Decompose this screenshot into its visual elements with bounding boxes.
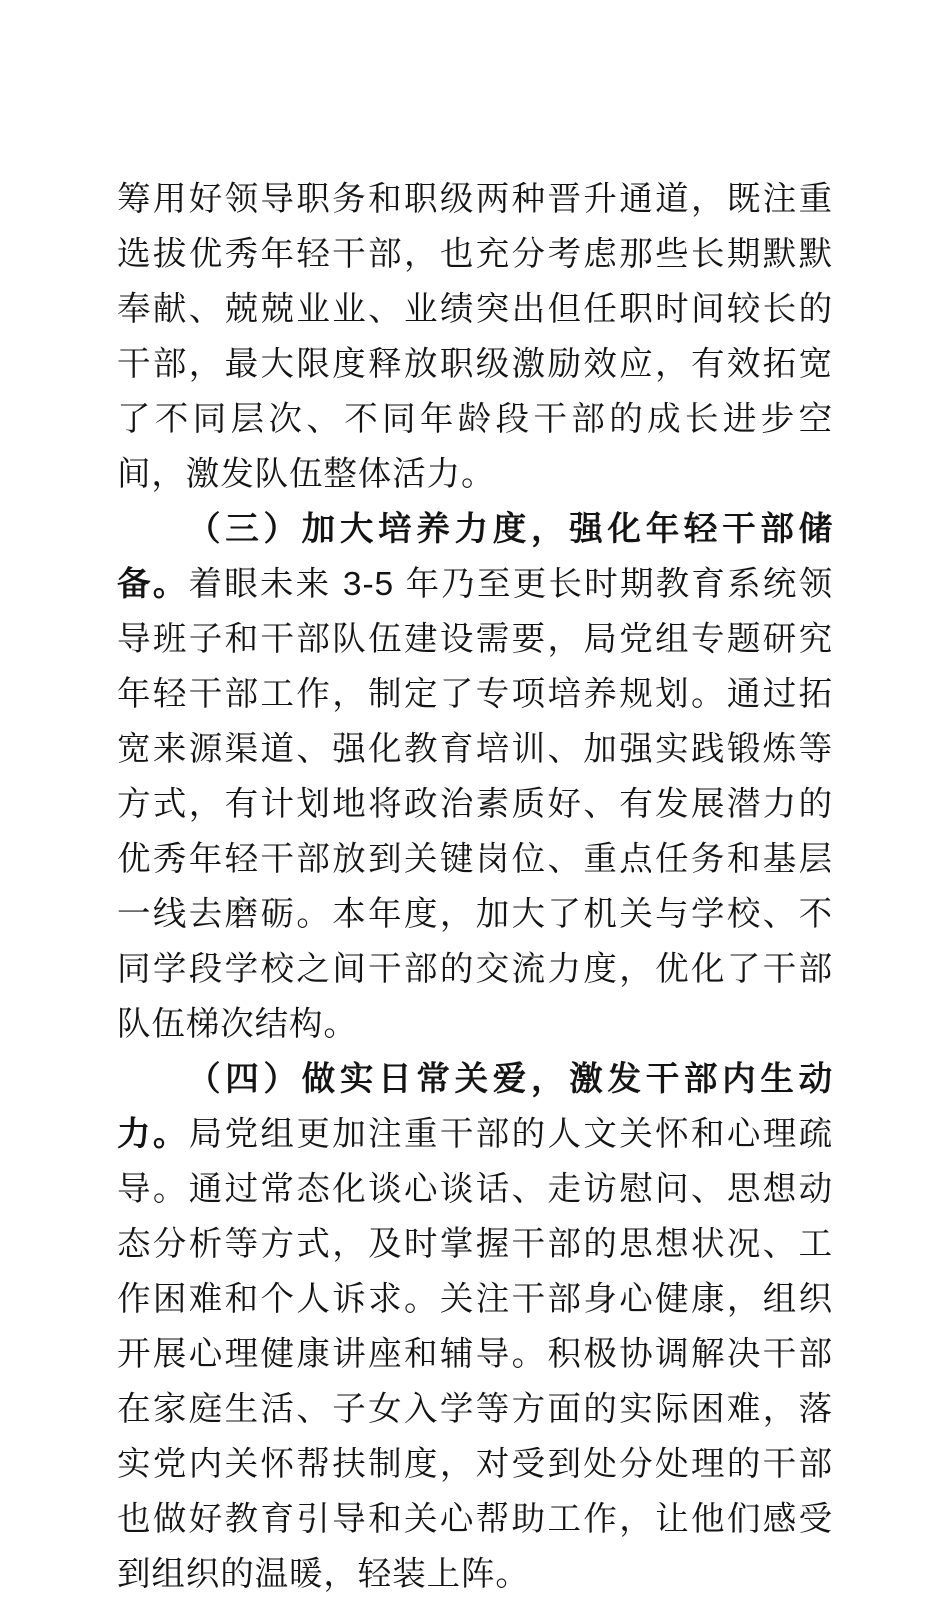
section-three-heading: （三）加大培养力度，强化年轻干部储备。 — [117, 511, 833, 603]
paragraph-section-three — [117, 502, 833, 1052]
paragraph-section-four — [117, 1052, 833, 1602]
section-four-heading: （四）做实日常关爱，激发干部内生动力。 — [117, 1061, 833, 1153]
paragraph-continuation — [117, 172, 833, 502]
section-four-text: 局党组更加注重干部的人文关怀和心理疏导。通过常态化谈心谈话、走访慰问、思想动态分析等方式，及时掌握干部的思想状况、工作困难和个人诉求。关注干部身心健康，组织开展心理健康讲座和辅导。积极协调解决干部在家庭生活、子女入学等方面的实际困难，落实党内关怀帮扶制度，对受到处分处理的干部也做好教育引导和关心帮助工作，让他们感受到组织的温暖，轻装上阵。 — [117, 1116, 833, 1593]
paragraph-text: 筹用好领导职务和职级两种晋升通道，既注重选拔优秀年轻干部，也充分考虑那些长期默默奉献、兢兢业业、业绩突出但任职时间较长的干部，最大限度释放职级激励效应，有效拓宽了不同层次、不同年龄段干部的成长进步空间，激发队伍整体活力。 — [117, 181, 833, 493]
document-body — [117, 172, 833, 1603]
section-three-text: 着眼未来 3-5 年乃至更长时期教育系统领导班子和干部队伍建设需要，局党组专题研究年轻干部工作，制定了专项培养规划。通过拓宽来源渠道、强化教育培训、加强实践锻炼等方式，有计划地将政治素质好、有发展潜力的优秀年轻干部放到关键岗位、重点任务和基层一线去磨砺。本年度，加大了机关与学校、不同学段学校之间干部的交流力度，优化了干部队伍梯次结构。 — [117, 566, 833, 1043]
